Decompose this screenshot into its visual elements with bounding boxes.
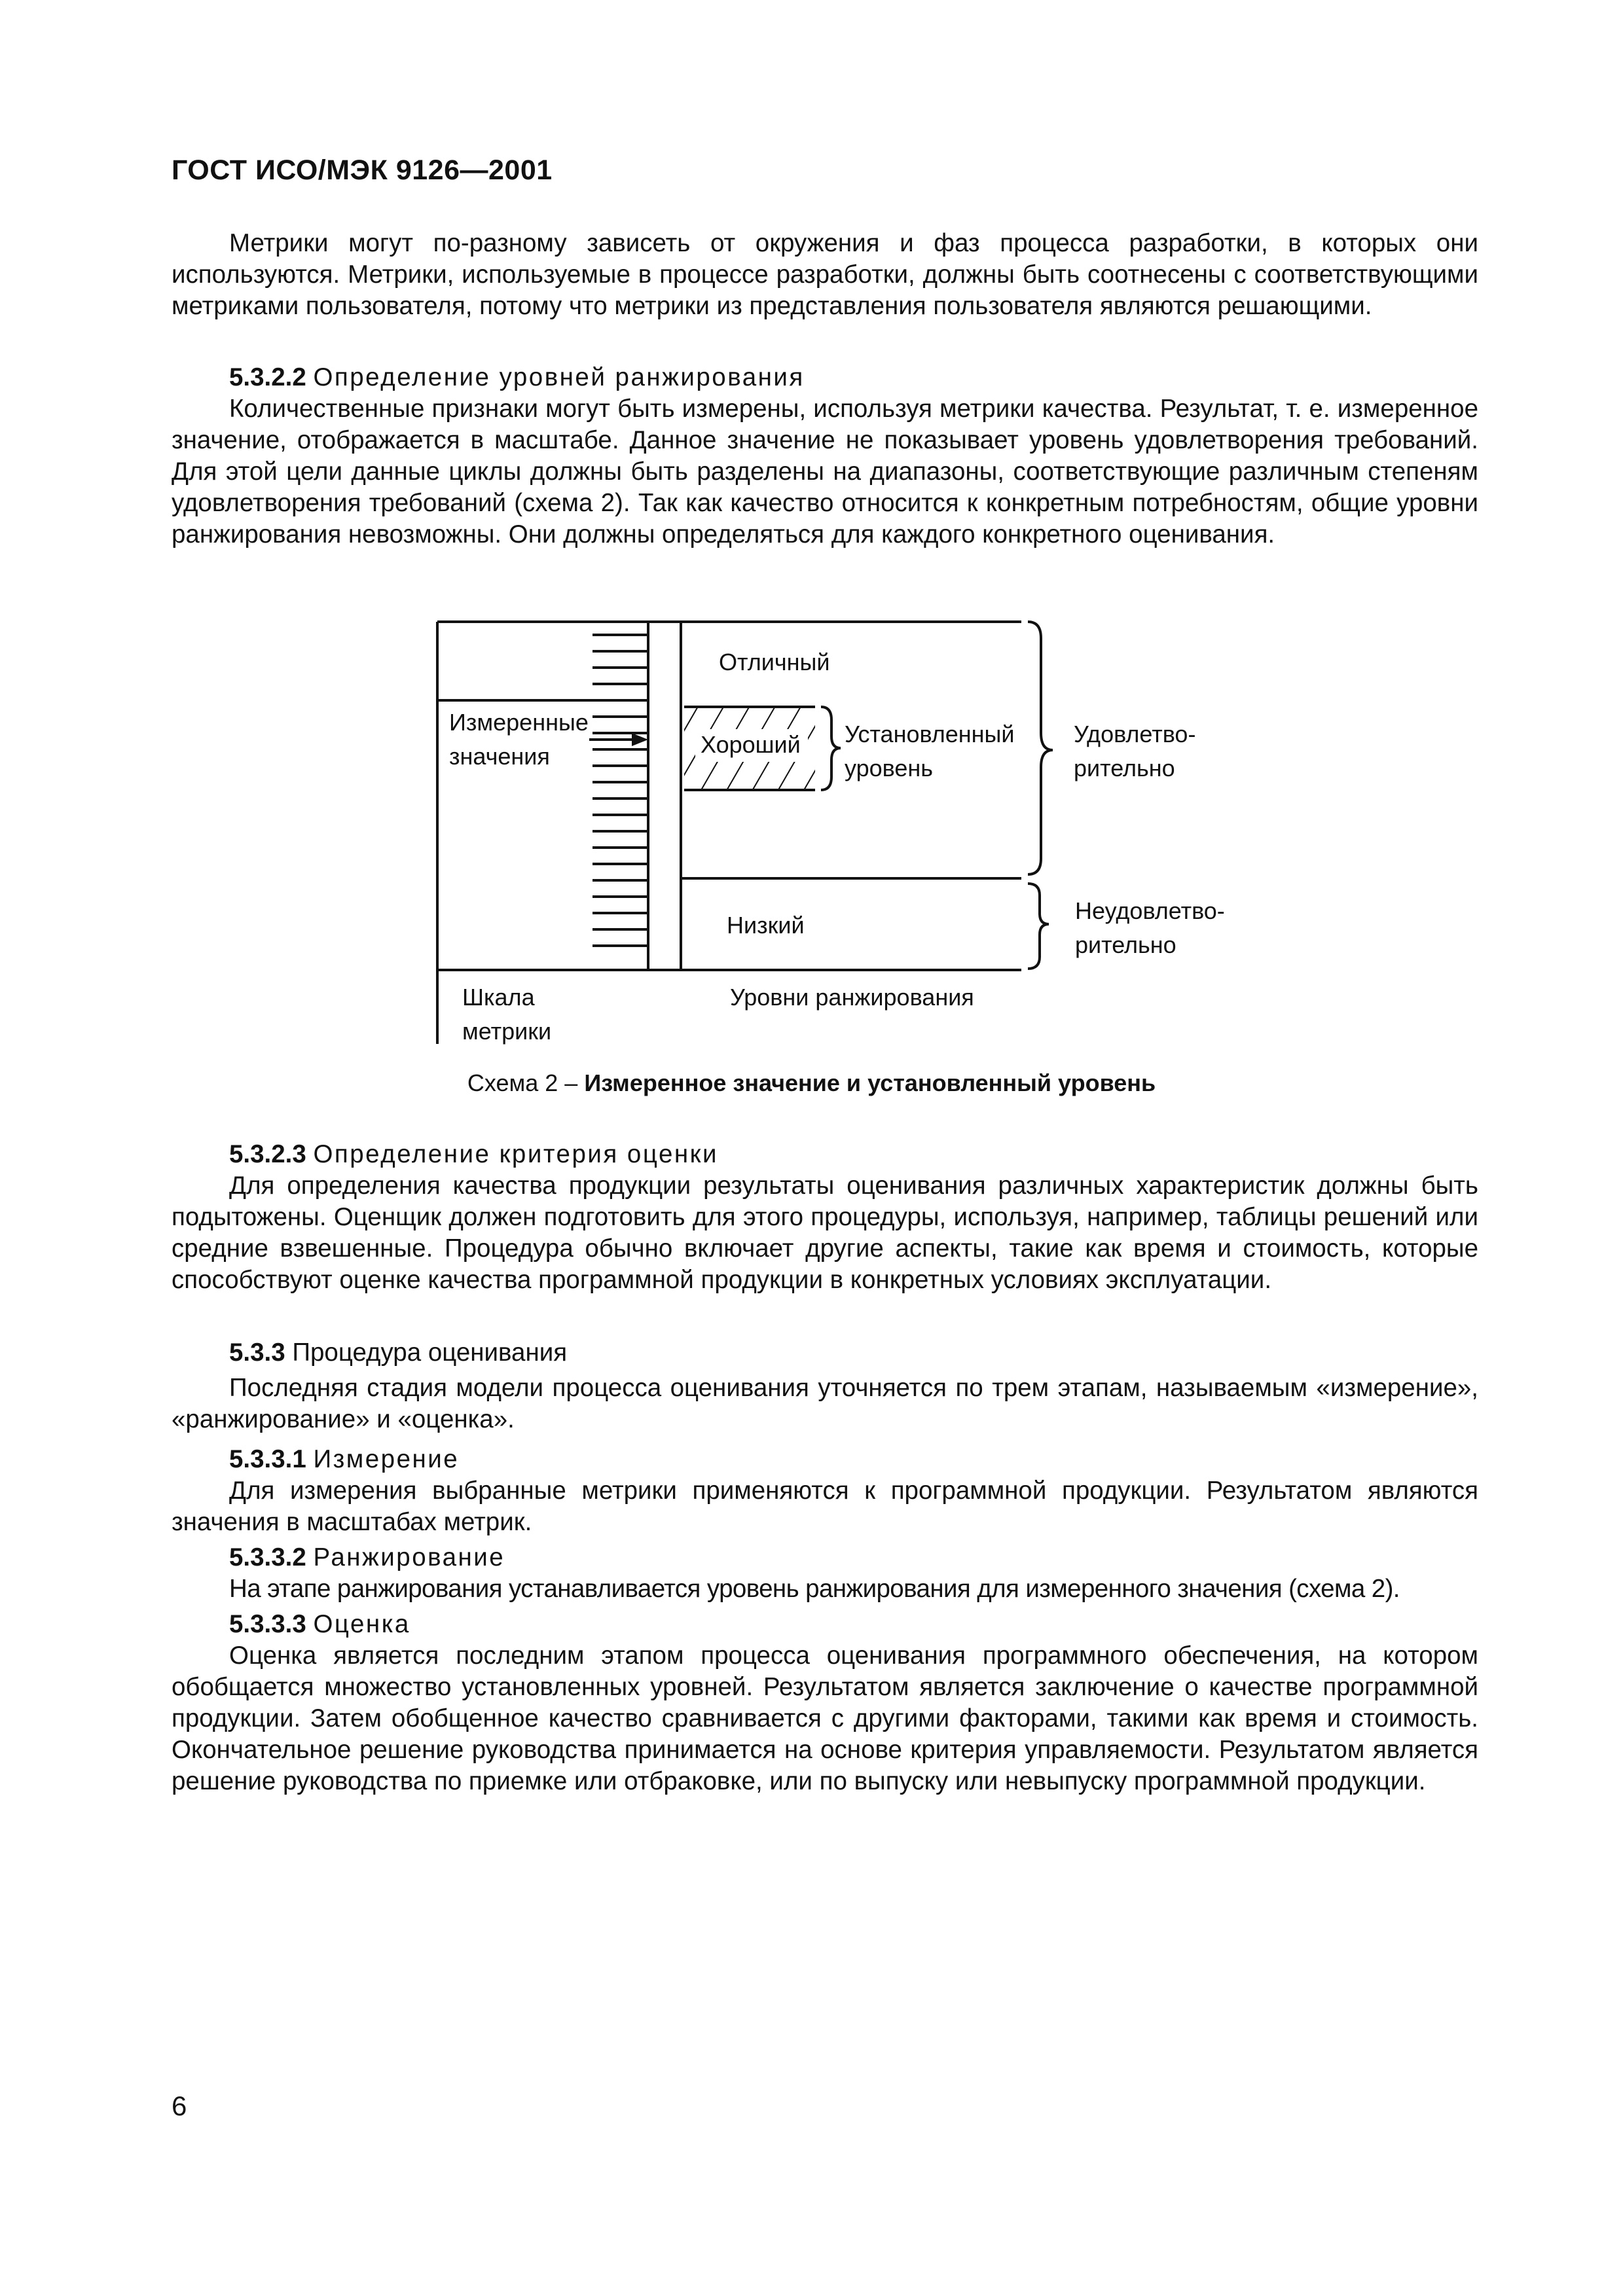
ranking-diagram	[0, 0, 1623, 1073]
label-low: Низкий	[727, 912, 805, 939]
label-unsatisfactory-1: Неудовлетво-	[1075, 897, 1225, 924]
label-good: Хороший	[701, 731, 801, 758]
section-number: 5.3.3.2	[229, 1543, 306, 1571]
section-number: 5.3.3.1	[229, 1445, 306, 1473]
satisfactory-brace-icon	[1028, 622, 1053, 874]
label-measured-1: Измеренные	[449, 709, 589, 736]
label-satisfactory-2: рительно	[1074, 755, 1175, 781]
label-established-2: уровень	[845, 755, 934, 781]
section-paragraph: Для определения качества продукции результаты оценивания различных характеристик должны быть подытожены. Оценщик должен подготовить для этого процедуры, используя, например, таблицы решений или средние взвешенные. Процедура обычно включает другие аспекты, такие как время и стоимость, которые способствуют оценке качества программной продукции в конкретных условиях эксплуатации.	[172, 1172, 1478, 1294]
diagram-caption	[0, 1069, 1623, 1097]
section-title: Оценка	[313, 1610, 410, 1638]
label-unsatisfactory-2: рительно	[1075, 931, 1176, 958]
caption-title: Измеренное значение и установленный уровень	[584, 1069, 1156, 1096]
section-heading	[172, 1609, 1478, 1640]
section-title: Определение критерия оценки	[313, 1140, 718, 1168]
document-header: ГОСТ ИСО/МЭК 9126—2001	[172, 154, 553, 186]
intro-paragraph: Метрики могут по-разному зависеть от окружения и фаз процесса разработки, в которых они используются. Метрики, используемые в процессе разработки, должны быть соотнесены с соответствующими метриками пользователя, потому что метрики из представления пользователя являются решающими.	[172, 229, 1478, 320]
section-heading	[172, 1444, 1478, 1475]
arrow-head-icon	[632, 733, 648, 746]
section-number: 5.3.2.3	[229, 1140, 306, 1168]
section-paragraph: На этапе ранжирования устанавливается уровень ранжирования для измеренного значения (схема 2).	[229, 1575, 1400, 1603]
section-title: Процедура оценивания	[292, 1338, 568, 1367]
section-title: Измерение	[313, 1445, 460, 1473]
section-paragraph: Последняя стадия модели процесса оценивания уточняется по трем этапам, называемым «измерение», «ранжирование» и «оценка».	[172, 1374, 1478, 1433]
section-5-3-3	[172, 1337, 1478, 1435]
section-5-3-2-3	[172, 1139, 1478, 1296]
section-heading	[172, 1542, 1478, 1573]
section-paragraph: Оценка является последним этапом процесса оценивания программного обеспечения, на котором обобщается множество установленных уровней. Результатом является заключение о качестве программной продукции. Затем обобщенное качество сравнивается с другими факторами, такими как время и стоимость. Окончательное решение руководства принимается на основе критерия управляемости. Результатом является решение руководства по приемке или отбраковке, или по выпуску или невыпуску программной продукции.	[172, 1641, 1478, 1795]
section-paragraph: Для измерения выбранные метрики применяются к программной продукции. Результатом являются значения в масштабах метрик.	[172, 1477, 1478, 1536]
scale-ticks	[437, 635, 648, 946]
section-number: 5.3.3	[229, 1338, 285, 1367]
label-ranking-levels: Уровни ранжирования	[730, 984, 974, 1011]
section-number: 5.3.2.2	[229, 363, 306, 391]
unsatisfactory-brace-icon	[1028, 884, 1049, 969]
section-5-3-3-1	[172, 1444, 1478, 1538]
section-5-3-3-2	[172, 1542, 1478, 1605]
section-heading	[172, 1139, 1478, 1170]
page-number: 6	[172, 2090, 187, 2121]
section-heading	[172, 1337, 1478, 1369]
section-title: Ранжирование	[313, 1543, 505, 1571]
label-measured-2: значения	[449, 743, 550, 770]
label-established-1: Установленный	[845, 721, 1015, 747]
section-5-3-3-3	[172, 1609, 1478, 1797]
section-title: Определение уровней ранжирования	[313, 363, 805, 391]
section-paragraph: Количественные признаки могут быть измерены, используя метрики качества. Результат, т. е. измеренное значение, отображается в масштабе. Данное значение не показывает уровень удовлетворения требований. Для этой цели данные циклы должны быть разделены на диапазоны, соответствующие различным степеням удовлетворения требований (схема 2). Так как качество относится к конкретным потребностям, общие уровни ранжирования невозможны. Они должны определяться для каждого конкретного оценивания.	[172, 395, 1478, 548]
established-brace-icon	[821, 707, 841, 790]
label-scale-1: Шкала	[462, 984, 535, 1011]
caption-prefix: Схема 2 –	[467, 1069, 585, 1096]
section-number: 5.3.3.3	[229, 1610, 306, 1638]
label-satisfactory-1: Удовлетво-	[1074, 721, 1196, 747]
label-scale-2: метрики	[462, 1018, 552, 1045]
label-excellent: Отличный	[719, 649, 830, 675]
